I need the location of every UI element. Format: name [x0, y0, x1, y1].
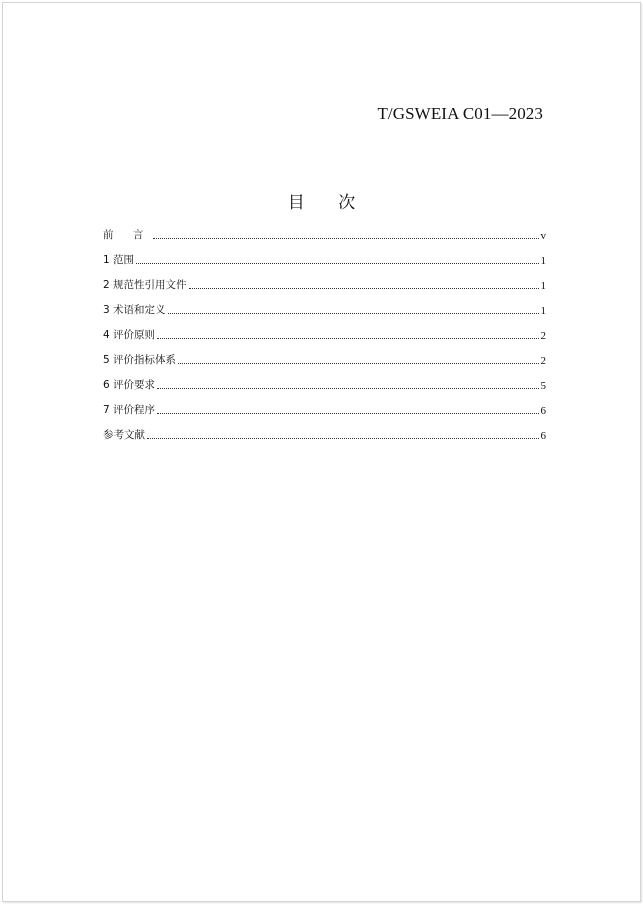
toc-leader-dots	[157, 337, 538, 339]
toc-entry-label: 3 术语和定义	[103, 304, 166, 316]
toc-entry-evaluation-procedure[interactable]	[103, 395, 546, 420]
toc-entry-page: 2	[540, 355, 546, 367]
toc-entry-label: 4 评价原则	[103, 329, 156, 341]
toc-leader-dots	[157, 387, 538, 389]
toc-entry-normative-references[interactable]	[103, 270, 546, 295]
toc-leader-dots	[178, 362, 538, 364]
toc-leader-dots	[168, 312, 539, 314]
toc-leader-dots	[157, 412, 538, 414]
toc-entry-label: 2 规范性引用文件	[103, 279, 187, 291]
document-page	[2, 2, 641, 902]
toc-entry-label: 前 言	[103, 229, 152, 241]
toc-leader-dots	[147, 437, 539, 439]
toc-entry-label: 7 评价程序	[103, 404, 156, 416]
table-of-contents	[103, 220, 546, 445]
toc-entry-indicator-system[interactable]	[103, 345, 546, 370]
toc-leader-dots	[153, 237, 538, 239]
toc-entry-page: 1	[540, 280, 546, 292]
toc-entry-page: 6	[540, 405, 546, 417]
toc-entry-foreword[interactable]	[103, 220, 546, 245]
toc-entry-evaluation-principles[interactable]	[103, 320, 546, 345]
toc-entry-label: 6 评价要求	[103, 379, 156, 391]
toc-entry-bibliography[interactable]	[103, 420, 546, 445]
toc-entry-terms-definitions[interactable]	[103, 295, 546, 320]
toc-entry-page: 5	[540, 380, 546, 392]
toc-entry-page: v	[540, 230, 546, 242]
toc-leader-dots	[136, 262, 538, 264]
toc-entry-scope[interactable]	[103, 245, 546, 270]
toc-entry-page: 6	[540, 430, 546, 442]
document-code: T/GSWEIA C01—2023	[377, 104, 543, 123]
toc-entry-page: 1	[540, 305, 546, 317]
toc-entry-label: 参考文献	[103, 429, 145, 441]
toc-entry-page: 2	[540, 330, 546, 342]
toc-entry-label: 1 范围	[103, 254, 135, 266]
toc-leader-dots	[189, 287, 539, 289]
toc-entry-label: 5 评价指标体系	[103, 354, 177, 366]
toc-entry-page: 1	[540, 255, 546, 267]
toc-entry-evaluation-requirements[interactable]	[103, 370, 546, 395]
toc-title: 目 次	[287, 193, 370, 213]
